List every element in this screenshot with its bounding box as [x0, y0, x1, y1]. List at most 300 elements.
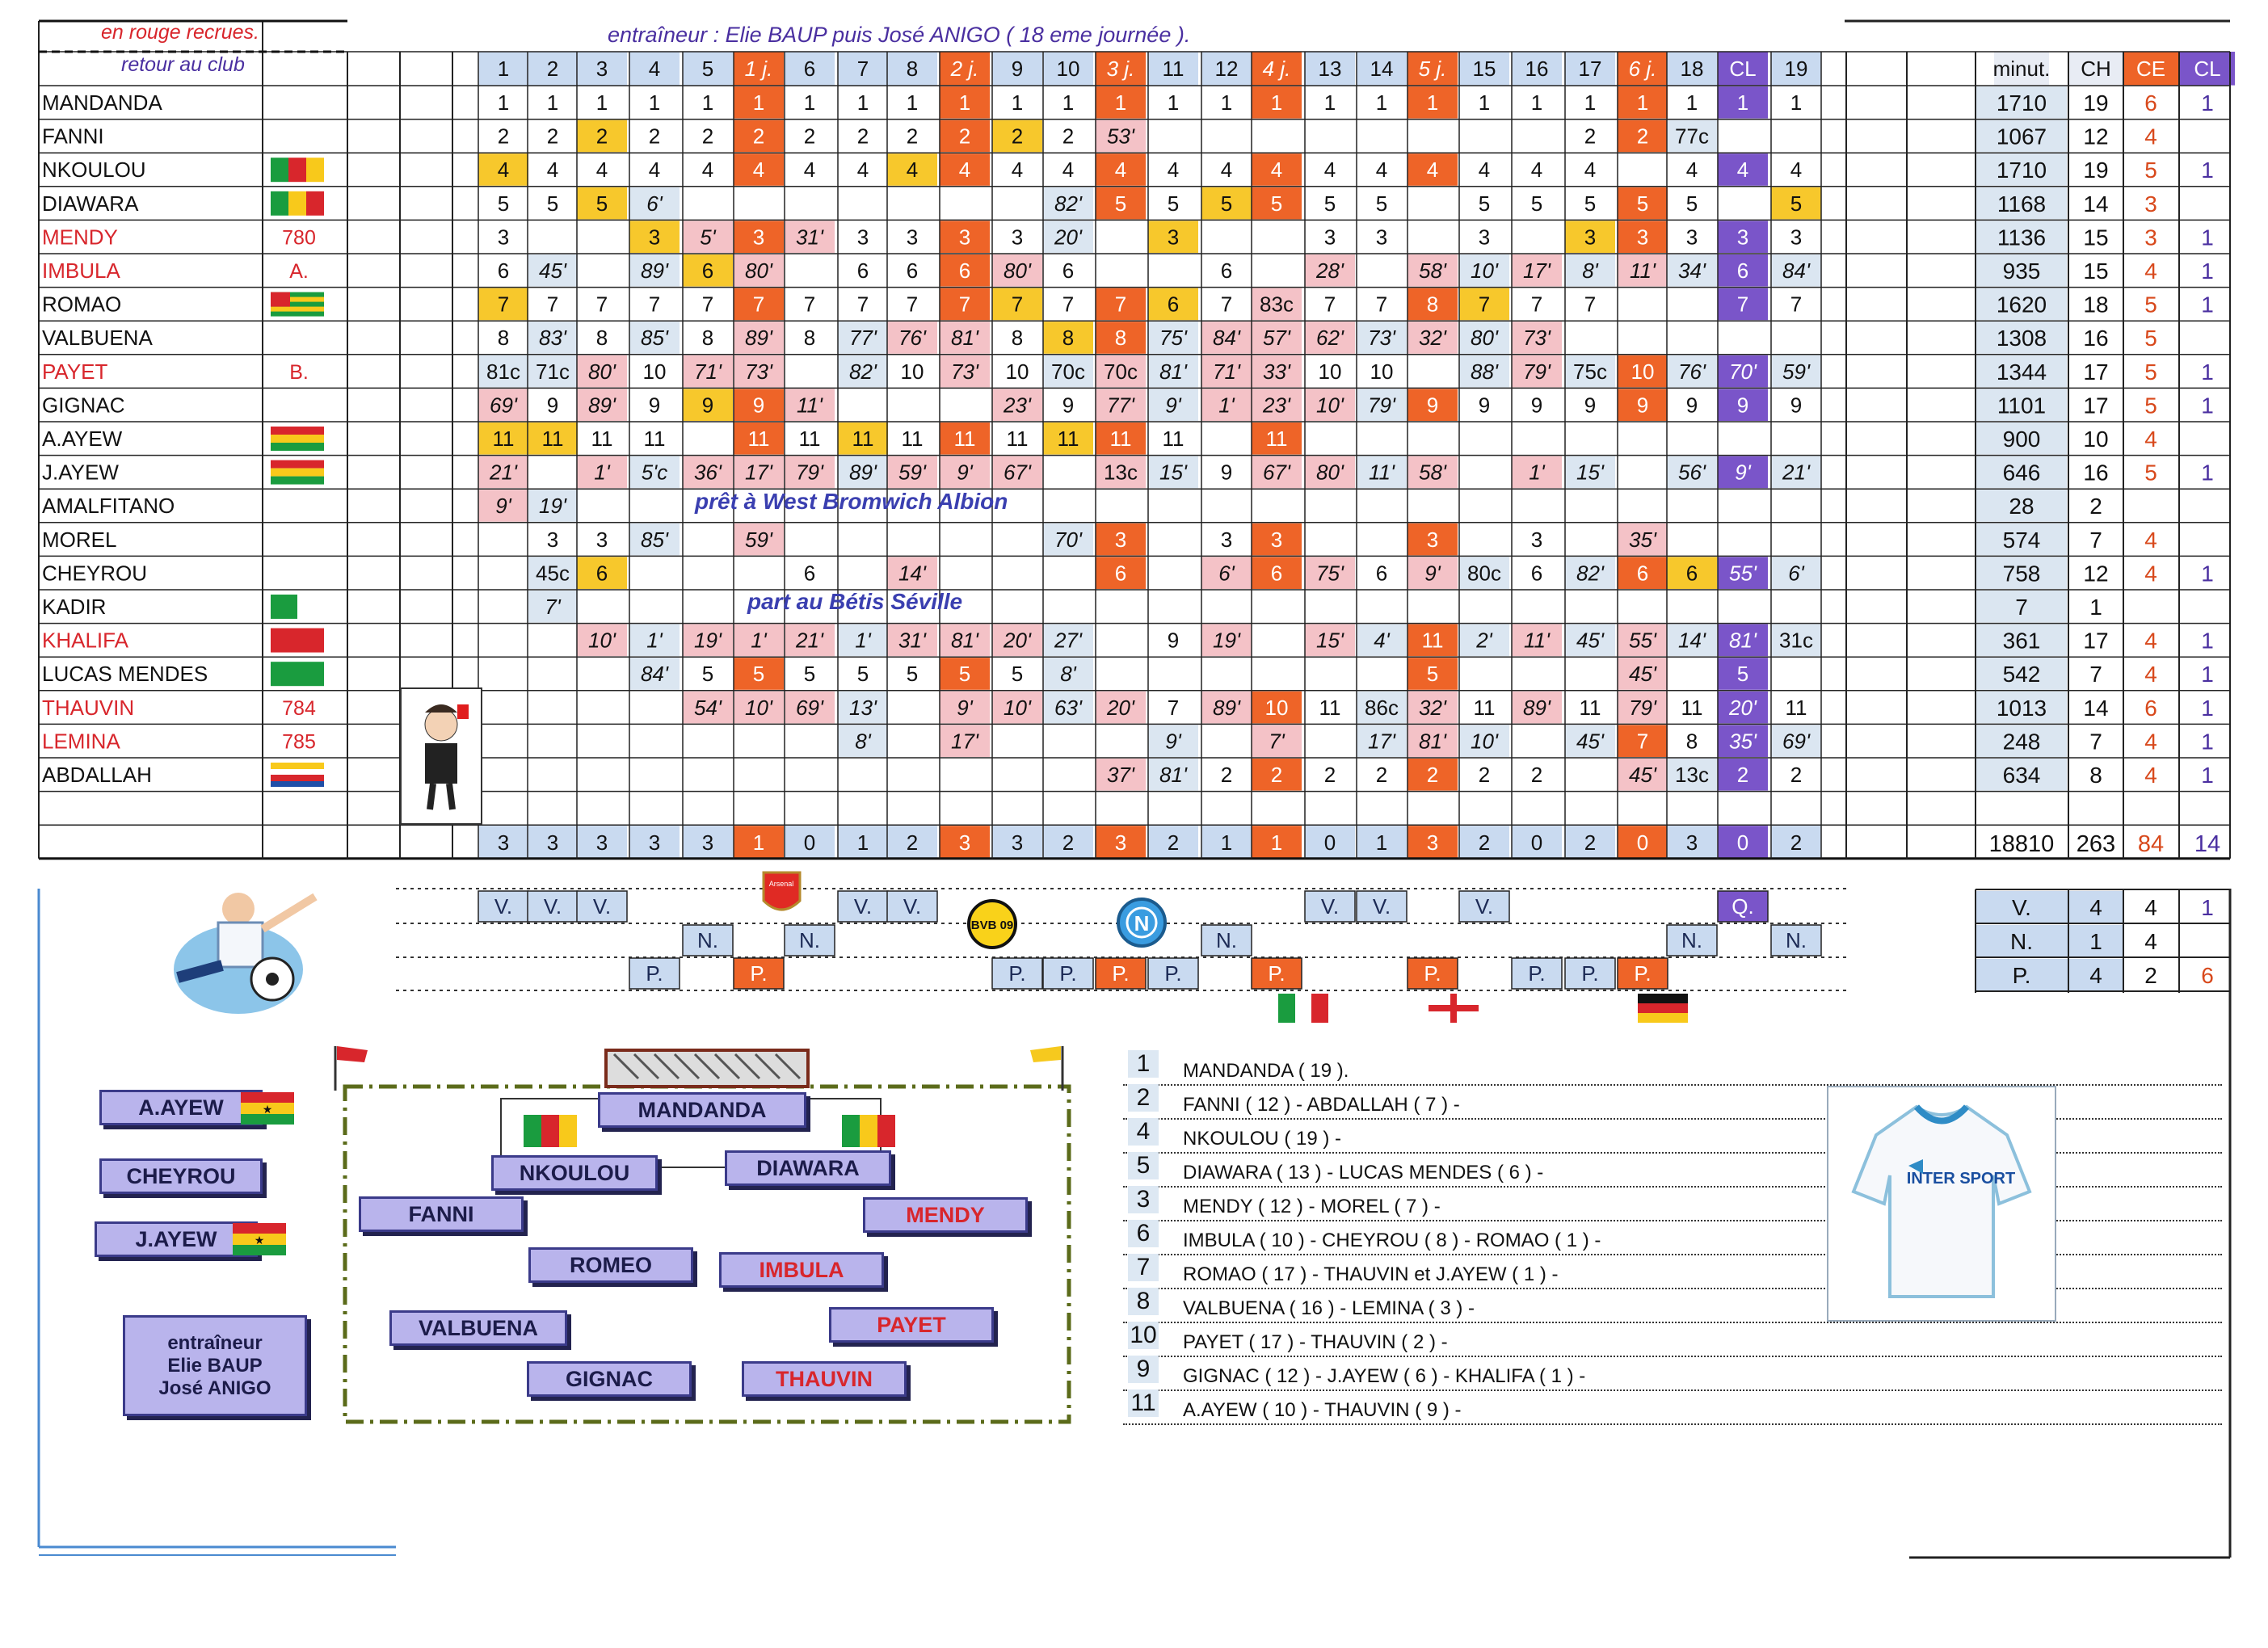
legend-recruits: en rouge recrues.	[101, 21, 259, 44]
player-name: MENDY	[42, 225, 118, 250]
result-label: V.	[1372, 894, 1391, 919]
match-cell: 31c	[1779, 628, 1813, 653]
match-cell: 1	[497, 90, 510, 115]
match-cell: 69'	[1782, 729, 1810, 754]
player-name: NKOULOU	[42, 158, 146, 183]
result-label: P.	[1112, 961, 1130, 986]
legend-return: retour au club	[121, 53, 245, 76]
match-cell: 8	[803, 326, 816, 351]
match-cell: 69'	[490, 393, 517, 418]
match-cell: 5	[958, 662, 971, 687]
match-cell: 71c	[536, 359, 570, 384]
match-cell: 20'	[1729, 695, 1757, 720]
match-cell: 9	[752, 393, 765, 418]
match-cell: 5	[546, 191, 559, 216]
match-cell: 3	[1220, 527, 1233, 552]
match-cell: 5	[803, 662, 816, 687]
match-cell: 89'	[745, 326, 772, 351]
match-cell: 11	[1785, 695, 1807, 720]
match-cell: 20'	[1107, 695, 1134, 720]
lineup-thauvin: THAUVIN	[742, 1361, 907, 1397]
match-cell: 17'	[951, 729, 978, 754]
column-header: 17	[1578, 57, 1602, 81]
player-name: J.AYEW	[42, 460, 119, 485]
match-cell: 7'	[545, 595, 561, 619]
match-cell: 2	[906, 124, 919, 149]
total-cell: 3	[1114, 830, 1127, 856]
match-cell: 1	[1530, 90, 1543, 115]
match-cell: 67'	[1263, 460, 1290, 485]
match-cell: 35'	[1629, 527, 1656, 552]
match-cell: 11	[953, 427, 976, 451]
match-cell: 4	[497, 158, 510, 183]
match-cell: 13c	[1104, 460, 1138, 485]
column-header: 4	[648, 57, 661, 81]
match-cell: 9	[1478, 393, 1491, 418]
total-stat: 14	[2194, 831, 2221, 858]
match-cell: 11'	[797, 393, 823, 418]
player-stat: 5	[2144, 460, 2157, 486]
player-name: AMALFITANO	[42, 494, 175, 519]
match-cell: 4	[701, 158, 714, 183]
match-cell: 11	[1473, 695, 1496, 720]
summary-value: 2	[2144, 963, 2157, 988]
match-cell: 6	[1530, 561, 1543, 586]
player-stat: 1308	[1996, 326, 2047, 351]
match-cell: 73'	[1368, 326, 1395, 351]
shirt-number-players: IMBULA ( 10 ) - CHEYROU ( 8 ) - ROMAO ( 1 ) -	[1183, 1230, 1601, 1251]
player-name: ROMAO	[42, 292, 122, 317]
match-cell: 1	[1426, 90, 1439, 115]
player-stat: 5	[2144, 292, 2157, 317]
match-cell: 9	[1636, 393, 1649, 418]
column-header: 19	[1784, 57, 1808, 81]
match-cell: 75'	[1159, 326, 1187, 351]
match-cell: 6	[1375, 561, 1388, 586]
match-cell: 7	[1375, 292, 1388, 317]
note-kadir: part au Bétis Séville	[747, 589, 963, 614]
match-cell: 9'	[495, 494, 511, 519]
match-cell: 2	[701, 124, 714, 149]
match-cell: 1	[1062, 90, 1075, 115]
match-cell: 10'	[1471, 729, 1498, 754]
match-cell: 7	[1220, 292, 1233, 317]
match-cell: 10'	[1004, 695, 1031, 720]
match-cell: 10	[1318, 359, 1342, 384]
match-cell: 2	[1375, 763, 1388, 787]
match-cell: 1'	[646, 628, 663, 653]
player-stat: 12	[2083, 124, 2109, 149]
player-stat: 1067	[1996, 124, 2047, 149]
match-cell: 3	[906, 225, 919, 250]
player-stat: 15	[2083, 259, 2109, 284]
player-stat: 248	[2002, 729, 2041, 755]
match-cell: 31'	[796, 225, 823, 250]
match-cell: 6	[497, 259, 510, 283]
shirt-number-players: ROMAO ( 17 ) - THAUVIN et J.AYEW ( 1 ) -	[1183, 1263, 1559, 1285]
match-cell: 1	[1790, 90, 1803, 115]
match-cell: 7'	[1269, 729, 1285, 754]
player-stat: 6	[2144, 90, 2157, 116]
player-stat: 646	[2002, 460, 2041, 486]
match-cell: 15'	[1316, 628, 1344, 653]
player-name: KHALIFA	[42, 628, 128, 653]
match-cell: 45'	[1576, 628, 1604, 653]
match-cell: 2	[1530, 763, 1543, 787]
match-cell: 37'	[1107, 763, 1134, 787]
result-label: P.	[1581, 961, 1599, 986]
result-label: N.	[799, 928, 820, 952]
match-cell: 81'	[951, 326, 978, 351]
match-cell: 5	[856, 662, 869, 687]
napoli-label: N	[1134, 911, 1150, 935]
total-cell: 0	[1736, 830, 1749, 856]
player-stat: 1344	[1996, 359, 2047, 385]
match-cell: 8	[701, 326, 714, 351]
match-cell: 19'	[1213, 628, 1240, 653]
total-cell: 3	[595, 830, 608, 856]
column-header: 16	[1525, 57, 1549, 81]
player-stat: 4	[2144, 427, 2157, 452]
total-cell: 0	[803, 830, 816, 856]
svg-text:★: ★	[254, 1234, 265, 1247]
player-stat: 1101	[1997, 393, 2047, 418]
player-stat: 1620	[1996, 292, 2047, 317]
player-stat: 4	[2144, 628, 2157, 654]
match-cell: 4	[1323, 158, 1336, 183]
match-cell: 33'	[1263, 359, 1290, 384]
match-cell: 2	[546, 124, 559, 149]
player-stat: 1	[2089, 595, 2102, 620]
shirt-number: 3	[1128, 1186, 1159, 1213]
match-cell: 6	[1167, 292, 1180, 317]
match-cell: 10	[1005, 359, 1029, 384]
match-cell: 4	[958, 158, 971, 183]
result-label: V.	[494, 894, 513, 919]
match-cell: 5	[1530, 191, 1543, 216]
match-cell: 9	[1062, 393, 1075, 418]
match-cell: 7	[1736, 292, 1749, 317]
match-cell: 4	[1530, 158, 1543, 183]
summary-value: 1	[2201, 895, 2214, 920]
match-cell: 7	[1530, 292, 1543, 317]
match-cell: 9	[1790, 393, 1803, 418]
stat-header: CL	[2194, 57, 2221, 81]
match-cell: 1	[1584, 90, 1597, 115]
shirt-number: 1	[1128, 1050, 1159, 1078]
match-cell: 89'	[1523, 695, 1551, 720]
match-cell: 4	[856, 158, 869, 183]
column-header: 1 j.	[744, 57, 773, 81]
arsenal-label: Arsenal	[768, 880, 794, 888]
match-cell: 11	[1579, 695, 1601, 720]
summary-value: 4	[2144, 895, 2157, 920]
shirt-number: 11	[1128, 1389, 1159, 1417]
match-cell: 9	[1530, 393, 1543, 418]
match-cell: 8	[1426, 292, 1439, 317]
match-cell: 4	[1062, 158, 1075, 183]
match-cell: 13'	[849, 695, 877, 720]
match-cell: 5	[1220, 191, 1233, 216]
column-header: 6	[803, 57, 816, 81]
player-stat: 1710	[1996, 158, 2047, 183]
match-cell: 70'	[1054, 527, 1082, 552]
match-cell: 62'	[1316, 326, 1344, 351]
column-header: CL	[1729, 57, 1757, 81]
player-name: VALBUENA	[42, 326, 153, 351]
result-label: P.	[646, 961, 663, 986]
player-stat: 28	[2009, 494, 2034, 519]
match-cell: 17'	[1368, 729, 1395, 754]
match-cell: 5	[1167, 191, 1180, 216]
match-cell: 6	[595, 561, 608, 586]
match-cell: 11	[901, 427, 924, 451]
column-header: 11	[1162, 57, 1184, 81]
shirt-number-players: DIAWARA ( 13 ) - LUCAS MENDES ( 6 ) -	[1183, 1162, 1544, 1183]
stat-header: CE	[2135, 57, 2166, 81]
match-cell: 70'	[1729, 359, 1757, 384]
summary-value: V.	[2012, 895, 2031, 920]
match-cell: 7	[497, 292, 510, 317]
match-cell: 34'	[1678, 259, 1706, 283]
player-stat: 361	[2002, 628, 2041, 654]
lineup-gk: MANDANDA	[598, 1092, 806, 1128]
sub-a-ayew: A.AYEW	[99, 1090, 263, 1125]
total-cell: 0	[1323, 830, 1336, 856]
player-badge: A.	[289, 260, 309, 283]
shirt-number-players: FANNI ( 12 ) - ABDALLAH ( 7 ) -	[1183, 1094, 1460, 1116]
match-cell: 81c	[486, 359, 520, 384]
player-stat: 12	[2083, 561, 2109, 586]
player-stat: 19	[2083, 158, 2109, 183]
match-cell: 4'	[1374, 628, 1390, 653]
player-stat: 634	[2002, 763, 2041, 788]
player-stat: 1	[2201, 561, 2214, 586]
shirt-number: 8	[1128, 1288, 1159, 1315]
match-cell: 2'	[1476, 628, 1492, 653]
match-cell: 11	[1681, 695, 1703, 720]
match-cell: 2	[1584, 124, 1597, 149]
shirt-number-players: GIGNAC ( 12 ) - J.AYEW ( 6 ) - KHALIFA ( 1 ) -	[1183, 1365, 1586, 1387]
match-cell: 77c	[1675, 124, 1709, 149]
lineup-nkoulou: NKOULOU	[491, 1155, 658, 1191]
player-name: LUCAS MENDES	[42, 662, 208, 687]
match-cell: 5'c	[641, 460, 668, 485]
match-cell: 3	[1375, 225, 1388, 250]
match-cell: 79'	[1629, 695, 1656, 720]
coach-title: entraîneur : Elie BAUP puis José ANIGO ( 18 eme journée ).	[608, 23, 1191, 47]
match-cell: 21'	[1782, 460, 1810, 485]
total-cell: 3	[701, 830, 714, 856]
column-header: 14	[1370, 57, 1394, 81]
note-amalfitano: prêt à West Bromwich Albion	[695, 489, 1008, 514]
match-cell: 81'	[1419, 729, 1446, 754]
match-cell: 11	[591, 427, 613, 451]
column-header: 15	[1472, 57, 1496, 81]
match-cell: 23'	[1263, 393, 1290, 418]
match-cell: 3	[1636, 225, 1649, 250]
match-cell: 21'	[796, 628, 823, 653]
match-cell: 11	[747, 427, 770, 451]
match-cell: 82'	[849, 359, 877, 384]
match-cell: 5'	[700, 225, 716, 250]
match-cell: 9	[1584, 393, 1597, 418]
lineup-payet: PAYET	[829, 1307, 994, 1343]
match-cell: 55'	[1729, 561, 1757, 586]
player-stat: 10	[2083, 427, 2109, 452]
player-name: KADIR	[42, 595, 107, 619]
match-cell: 6	[1636, 561, 1649, 586]
match-cell: 6	[856, 259, 869, 283]
match-cell: 4	[595, 158, 608, 183]
match-cell: 1'	[855, 628, 871, 653]
player-stat: 17	[2083, 393, 2109, 418]
player-stat: 7	[2089, 527, 2102, 553]
match-cell: 3	[958, 225, 971, 250]
match-cell: 9	[1685, 393, 1698, 418]
result-label: P.	[1268, 961, 1285, 986]
match-cell: 3	[752, 225, 765, 250]
match-cell: 6'	[1218, 561, 1235, 586]
result-label: N.	[1681, 928, 1702, 952]
total-cell: 0	[1636, 830, 1649, 856]
match-cell: 6	[1220, 259, 1233, 283]
player-stat: 1	[2201, 628, 2214, 654]
player-stat: 1136	[1997, 225, 2047, 250]
match-cell: 10	[642, 359, 667, 384]
match-cell: 5	[595, 191, 608, 216]
column-header: 7	[856, 57, 869, 81]
match-cell: 1	[906, 90, 919, 115]
match-cell: 11	[852, 427, 874, 451]
match-cell: 7	[595, 292, 608, 317]
match-cell: 2	[1790, 763, 1803, 787]
match-cell: 5	[1270, 191, 1283, 216]
match-cell: 35'	[1729, 729, 1757, 754]
total-cell: 3	[546, 830, 559, 856]
match-cell: 10	[900, 359, 924, 384]
player-stat: 574	[2002, 527, 2041, 553]
match-cell: 5	[1011, 662, 1024, 687]
player-name: A.AYEW	[42, 427, 123, 451]
player-stat: 1	[2201, 292, 2214, 317]
column-header: 3 j.	[1106, 57, 1135, 81]
player-stat: 2	[2089, 494, 2102, 519]
match-cell: 7	[1636, 729, 1649, 754]
player-stat: 1	[2201, 359, 2214, 385]
shirt-number: 9	[1128, 1356, 1159, 1383]
match-cell: 73'	[1523, 326, 1551, 351]
total-cell: 2	[906, 830, 919, 856]
match-cell: 45'	[1576, 729, 1604, 754]
match-cell: 3	[1478, 225, 1491, 250]
match-cell: 89'	[1213, 695, 1240, 720]
match-cell: 5	[1685, 191, 1698, 216]
total-cell: 2	[1790, 830, 1803, 856]
total-cell: 1	[752, 830, 765, 856]
match-cell: 6	[958, 259, 971, 283]
bvb-label: BVB 09	[970, 919, 1014, 932]
shirt-number: 10	[1128, 1322, 1159, 1349]
match-cell: 11	[492, 427, 515, 451]
match-cell: 86c	[1365, 695, 1399, 720]
player-stat: 16	[2083, 460, 2109, 486]
match-cell: 7	[701, 292, 714, 317]
shirt-number: 2	[1128, 1084, 1159, 1112]
column-header: 13	[1318, 57, 1342, 81]
result-label: V.	[592, 894, 612, 919]
player-stat: 1	[2201, 460, 2214, 486]
match-cell: 55'	[1629, 628, 1656, 653]
player-stat: 542	[2002, 662, 2041, 687]
match-cell: 2	[1478, 763, 1491, 787]
match-cell: 4	[1736, 158, 1749, 183]
match-cell: 5	[1736, 662, 1749, 687]
match-cell: 80'	[1316, 460, 1344, 485]
total-cell: 2	[1584, 830, 1597, 856]
player-stat: 14	[2083, 191, 2109, 217]
player-name: FANNI	[42, 124, 104, 149]
match-cell: 77'	[849, 326, 877, 351]
match-cell: 9	[1167, 628, 1180, 653]
match-cell: 1'	[1529, 460, 1545, 485]
match-cell: 1	[856, 90, 869, 115]
match-cell: 1	[648, 90, 661, 115]
result-label: V.	[903, 894, 922, 919]
match-cell: 5	[1790, 191, 1803, 216]
match-cell: 6	[701, 259, 714, 283]
match-cell: 7	[546, 292, 559, 317]
match-cell: 84'	[1782, 259, 1810, 283]
match-cell: 8'	[1582, 259, 1598, 283]
column-header: 9	[1011, 57, 1024, 81]
player-stat: 5	[2144, 158, 2157, 183]
match-cell: 53'	[1107, 124, 1134, 149]
match-cell: 3	[1167, 225, 1180, 250]
total-cell: 2	[1167, 830, 1180, 856]
match-cell: 5	[1375, 191, 1388, 216]
player-stat: 1	[2201, 729, 2214, 755]
match-cell: 7	[1478, 292, 1491, 317]
match-cell: 63'	[1054, 695, 1082, 720]
match-cell: 80'	[1471, 326, 1498, 351]
match-cell: 1	[958, 90, 971, 115]
match-cell: 5	[497, 191, 510, 216]
player-stat: 17	[2083, 359, 2109, 385]
match-cell: 20'	[1054, 225, 1082, 250]
match-cell: 4	[1167, 158, 1180, 183]
match-cell: 11	[1162, 427, 1184, 451]
match-cell: 3	[1685, 225, 1698, 250]
match-cell: 5	[1584, 191, 1597, 216]
player-name: LEMINA	[42, 729, 120, 754]
summary-value: 4	[2089, 895, 2102, 920]
match-cell: 1	[595, 90, 608, 115]
match-cell: 8	[1685, 729, 1698, 754]
match-cell: 23'	[1004, 393, 1031, 418]
match-cell: 2	[1736, 763, 1749, 787]
match-cell: 10	[1370, 359, 1394, 384]
match-cell: 5	[1323, 191, 1336, 216]
match-cell: 71'	[694, 359, 722, 384]
sub-j-ayew: J.AYEW	[95, 1221, 258, 1257]
player-name: DIAWARA	[42, 191, 139, 216]
match-cell: 84'	[641, 662, 668, 687]
match-cell: 1	[546, 90, 559, 115]
match-cell: 9	[1426, 393, 1439, 418]
match-cell: 11	[1006, 427, 1029, 451]
match-cell: 79'	[796, 460, 823, 485]
